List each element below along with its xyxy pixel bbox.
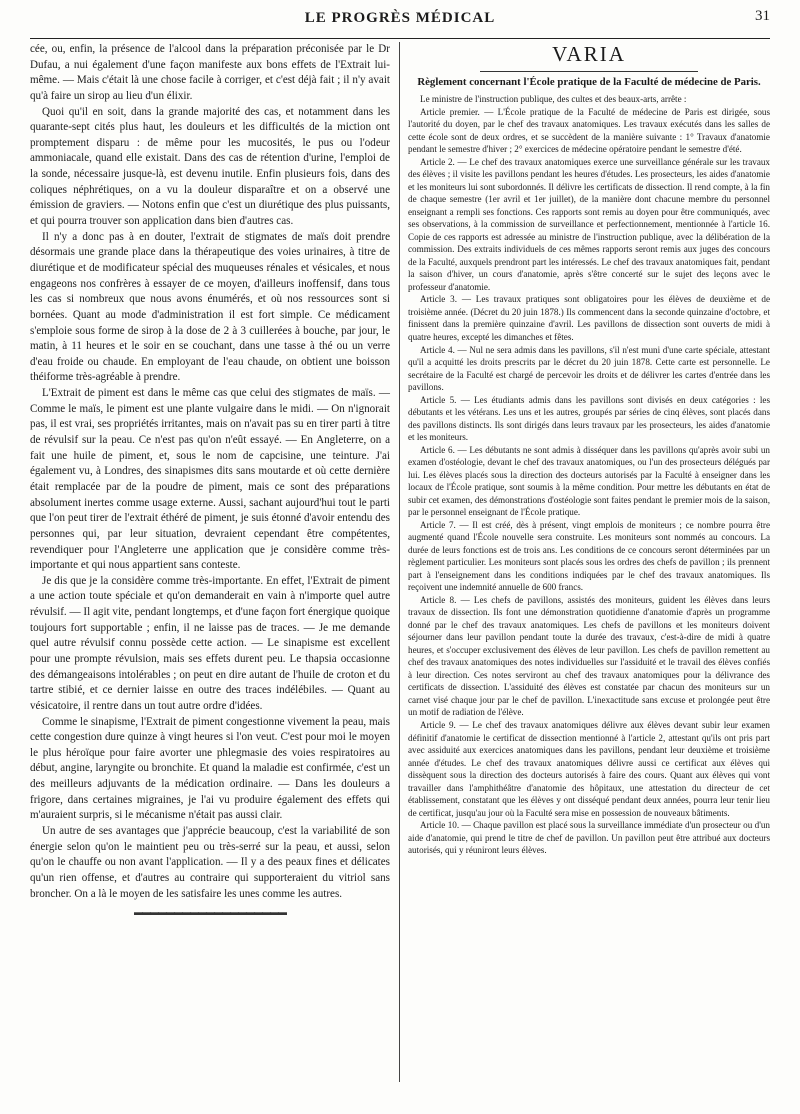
paragraph: Article 4. — Nul ne sera admis dans les pavillons, s'il n'est muni d'une carte spéciale, attestant qu'il a acquitté les droits prescrits par le décret du 20 juin 1878. Cette carte est personnelle. Le secrétaire de la Faculté est chargé de percevoir les droits et de délivrer les cartes d'entrée dans les pavillons. [408,344,770,393]
paragraph: Article 7. — Il est créé, dès à présent, vingt emplois de moniteurs ; ce nombre pourra être augmenté quand l'École nouvelle sera construite. Les moniteurs sont nommés au concours. La durée de leurs fonctions est de trois ans. Les conditions de ce concours seront déterminées par un règlement particulier. Les moniteurs sont placés sous les ordres des chefs de pavillon ; ils prennent part à l'enseignement dans les conditions indiquées par le chef des travaux anatomiques. Ils reçoivent une indemnité annuelle de 600 francs. [408,519,770,593]
paragraph: Un autre de ses avantages que j'apprécie beaucoup, c'est la variabilité de son énergie selon qu'on le maintient peu ou très-serré sur la peau, et aussi, selon qu'on le chauffe ou non avant l'application. — Il y a des peaux fines et délicates qu'un rien offense, et d'autres au contraire qui supporteraient du vitriol sans broncher. On a là le moyen de les satisfaire les unes comme les autres. [30,825,390,900]
left-column [30,42,390,919]
page [30,0,770,1114]
paragraph: Article 2. — Le chef des travaux anatomiques exerce une surveillance générale sur les travaux des élèves ; il visite les pavillons pendant les heures d'études. Les prosecteurs, les aides d'anatomie et les moniteurs lui sont subordonnés. Il délivre les certificats de dissection. Il rend compte, à la fin de chaque semestre (1er avril et 1er juillet), de la manière dont chacune membre du personnel enseignant a rempli ses fonctions. Ces rapports sont remis au doyen pour être communiqués, avec ses observations, à la commission de surveillance et perfectionnement, mentionnée à l'article 16. Copie de ces rapports est adressée au ministre de l'instruction publique, avec la délibération de la commission. Des extraits individuels de ces mêmes rapports seront remis aux juges des concours de la Faculté, auxquels prendront part les intéressés. Le chef des travaux anatomiques fait, pendant la saison d'hiver, un cours d'anatomie, après s'être concerté sur le sujet des leçons avec le professeur d'anatomie. [408,156,770,292]
ornament-divider: ▬▬▬▬▬▬▬▬▬▬▬▬▬▬▬▬▬▬▬ [134,907,286,918]
paragraph: Le ministre de l'instruction publique, des cultes et des beaux-arts, arrête : [420,94,687,105]
column-divider [399,42,400,1082]
section-rule [480,71,697,72]
paragraph: Quoi qu'il en soit, dans la grande majorité des cas, et notamment dans les quarante-sept cités plus haut, les douleurs et les difficultés de la miction ont promptement disparu : de même pour les mucosités, le pus ou l'odeur ammoniacale, quand elle existait. Dans des cas de rétention d'urine, l'emploi de la sonde, nécessaire jusque-là, est devenu inutile. Enfin plusieurs fois, dans des coliques néphrétiques, on a vu la douleur disparaître et on a observé une émission de graviers. — Notons enfin que c'est un diurétique des plus puissants, et qui pourra trouver son application dans bien d'autres cas. [30,105,390,228]
article-title: Règlement concernant l'École pratique de la Faculté de médecine de Paris. [417,75,761,88]
header-rule [30,38,770,39]
paragraph: Comme le sinapisme, l'Extrait de piment congestionne vivement la peau, mais cette congestion dure quinze à vingt heures si l'on veut. C'est pour moi le moyen le plus héroïque pour faire avorter une phlegmasie des voies respiratoires au début, angine, laryngite ou bronchite. Et quand la maladie est confirmée, c'est un des meilleurs adjuvants de la médication ordinaire. — Dans les douleurs a frigore, dans certaines migraines, je l'ai vu produire également des effets qui m'auraient surpris, si le mécanisme n'était pas aussi clair. [30,715,390,822]
page-header [30,6,770,32]
paragraph: Article 5. — Les étudiants admis dans les pavillons sont divisés en deux catégories : les débutants et les vétérans. Les uns et les autres, groupés par séries de cinq élèves, sont placés dans des pavillons distincts. Ils sont dirigés dans leurs travaux par les prosecteurs, les aides d'anatomie et les moniteurs. [408,394,770,443]
paragraph: Article 8. — Les chefs de pavillons, assistés des moniteurs, guident les élèves dans leurs travaux de dissection. Ils font une démonstration quotidienne d'anatomie d'après un programme donné par le chef des travaux anatomiques. Les chefs de pavillons et les moniteurs doivent séjourner dans leur pavillon pendant toute la durée des travaux, c'est-à-dire de midi à quatre heures, et s'occuper exclusivement des élèves de leur pavillon. Les chefs de pavillon remettent au chef des travaux anatomiques des notes individuelles sur l'assiduité et le travail des élèves confiés à leur direction. Ces notes serviront au chef des travaux anatomiques pour la délivrance des certificats de dissection. L'assiduité des élèves est constatée par chacun des moniteurs sur un carnet visé chaque jour par le chef de pavillon. L'inexactitude sans excuse et prolongée peut être un motif de radiation de l'élève. [408,594,770,718]
paragraph: Il n'y a donc pas à en douter, l'extrait de stigmates de maïs doit prendre désormais une grande place dans la thérapeutique des voies urinaires, à titre de diurétique et de modificateur spécial des muqueuses rénales et vésicales, et nous engageons nos confrères à essayer de ce moyen, d'ailleurs inoffensif, dans tous les cas si nombreux que nous avons énumérés, et où nos ressources sont si bornées. Quant au mode d'administration il est fort simple. Ce médicament s'emploie sous forme de sirop à la dose de 2 à 3 cuillerées à bouche, par jour, le matin, à 11 heures et le soir en se couchant, dans une tasse à thé ou un verre d'eau froide ou chaude. En employant de l'eau chaude, on obtient une boisson théiforme très-agréable à prendre. [30,230,390,384]
paragraph: Article 3. — Les travaux pratiques sont obligatoires pour les élèves de deuxième et de troisième année. (Décret du 20 juin 1878.) Ils commencent dans la seconde quinzaine d'octobre, et finissent dans la première quinzaine d'avril. Les pavillons de dissection sont ouverts de midi à quatre heures, excepté les dimanches et fêtes. [408,294,770,342]
section-title: VARIA [552,42,626,66]
paragraph: Article 10. — Chaque pavillon est placé sous la surveillance immédiate d'un prosecteur ou d'un aide d'anatomie, qui prend le titre de chef de pavillon. Un pavillon peut être attribué aux docteurs autorisés, qui y réuniront leurs élèves. [408,820,770,856]
paragraph: Article 6. — Les débutants ne sont admis à disséquer dans les pavillons qu'après avoir subi un examen d'ostéologie, devant le chef des travaux anatomiques, ou l'un des prosecteurs délégués par lui. Les élèves placés sous la direction des docteurs autorisés par la Faculté à enseigner dans les locaux de l'École pratique, sont soumis à la même condition. Pour mettre les débutants en état de subir cet examen, des démonstrations d'ostéologie sont faites pendant le premier mois de la saison, par le personnel enseignant de l'École pratique. [408,444,770,518]
paragraph: Je dis que je la considère comme très-importante. En effet, l'Extrait de piment a une action toute spéciale et qu'on demanderait en vain à n'importe quel autre révulsif. — Il agit vite, pendant longtemps, et d'une façon fort énergique quoique toujours fort supportable ; enfin, il ne laisse pas de traces. — Je me demande quel autre révulsif connu possède cette action. — Le sinapisme est excellent pour une prompte révulsion, mais ses effets durent peu. Le thapsia occasionne des démangeaisons intolérables ; on peut en dire autant de l'huile de croton et du tartre stibié, et ce dernier laisse en outre des traces indélébiles. — Quant au vésicatoire, il rentre dans un tout autre ordre d'idées. [30,574,390,712]
page-number: 31 [755,8,770,24]
paragraph: L'Extrait de piment est dans le même cas que celui des stigmates de maïs. — Comme le maïs, le piment est une plante vulgaire dans le midi. — On n'ignorait pas, il est vrai, ses propriétés irritantes, mais on n'avait pas su en tirer parti à titre de révulsif sur la peau. Ce n'est pas qu'on n'eût essayé. — En Angleterre, on a fait une huile de piment, et, sous le nom de capcisine, une teinture. J'ai également vu, à Londres, des sinapismes dits sans moutarde et où cette dernière était remplacée par de la poudre de piment, mais ce sont des préparations absolument inertes comme usage externe. Aussi, sachant aujourd'hui tout le parti que l'on peut tirer de l'extrait éthéré de piment, je suis étonné d'avoir entendu des personnes qui, par leur situation, devraient cependant être compétentes, revendiquer pour l'Angleterre une application que je considère comme très-importante et qui nous appartient sans conteste. [30,387,390,572]
right-column [408,42,770,857]
paragraph: cée, ou, enfin, la présence de l'alcool dans la préparation préconisée par le Dr Dufau, a nui également d'une façon manifeste aux bons effets de l'Extrait lui-même. — Mais c'était là une chose facile à corriger, et c'est déjà fait ; il n'y avait qu'à faire un sirop au lieu d'un élixir. [30,43,390,102]
paragraph: Article 9. — Le chef des travaux anatomiques délivre aux élèves devant subir leur examen définitif d'anatomie le certificat de dissection mentionné à l'article 2, attestant qu'ils ont pris part avec assiduité aux exercices anatomiques dans les pavillons, pendant leur deuxième et troisième année d'études. Le chef des travaux anatomiques délivre aussi ce certificat aux élèves qui dissèquent sous la direction des docteurs autorisés à faire des cours. Quant aux élèves qui vont travailler dans l'amphithéâtre d'anatomie des hôpitaux, une attestation du directeur de cet établissement, constatant que les élèves y ont disséqué pendant deux années, pourra leur tenir lieu de certificat, jusqu'au jour où la Faculté sera mise en possession de nouveaux bâtiments. [408,719,770,818]
paragraph: Article premier. — L'École pratique de la Faculté de médecine de Paris est dirigée, sous l'autorité du doyen, par le chef des travaux anatomiques. Les travaux exécutés dans les salles de cette école sont de deux ordres, et se succèdent de la manière suivante : 1° Travaux d'anatomie pendant le semestre d'hiver ; 2° exercices de médecine opératoire pendant le semestre d'été. [408,106,770,155]
journal-title: LE PROGRÈS MÉDICAL [304,10,496,26]
